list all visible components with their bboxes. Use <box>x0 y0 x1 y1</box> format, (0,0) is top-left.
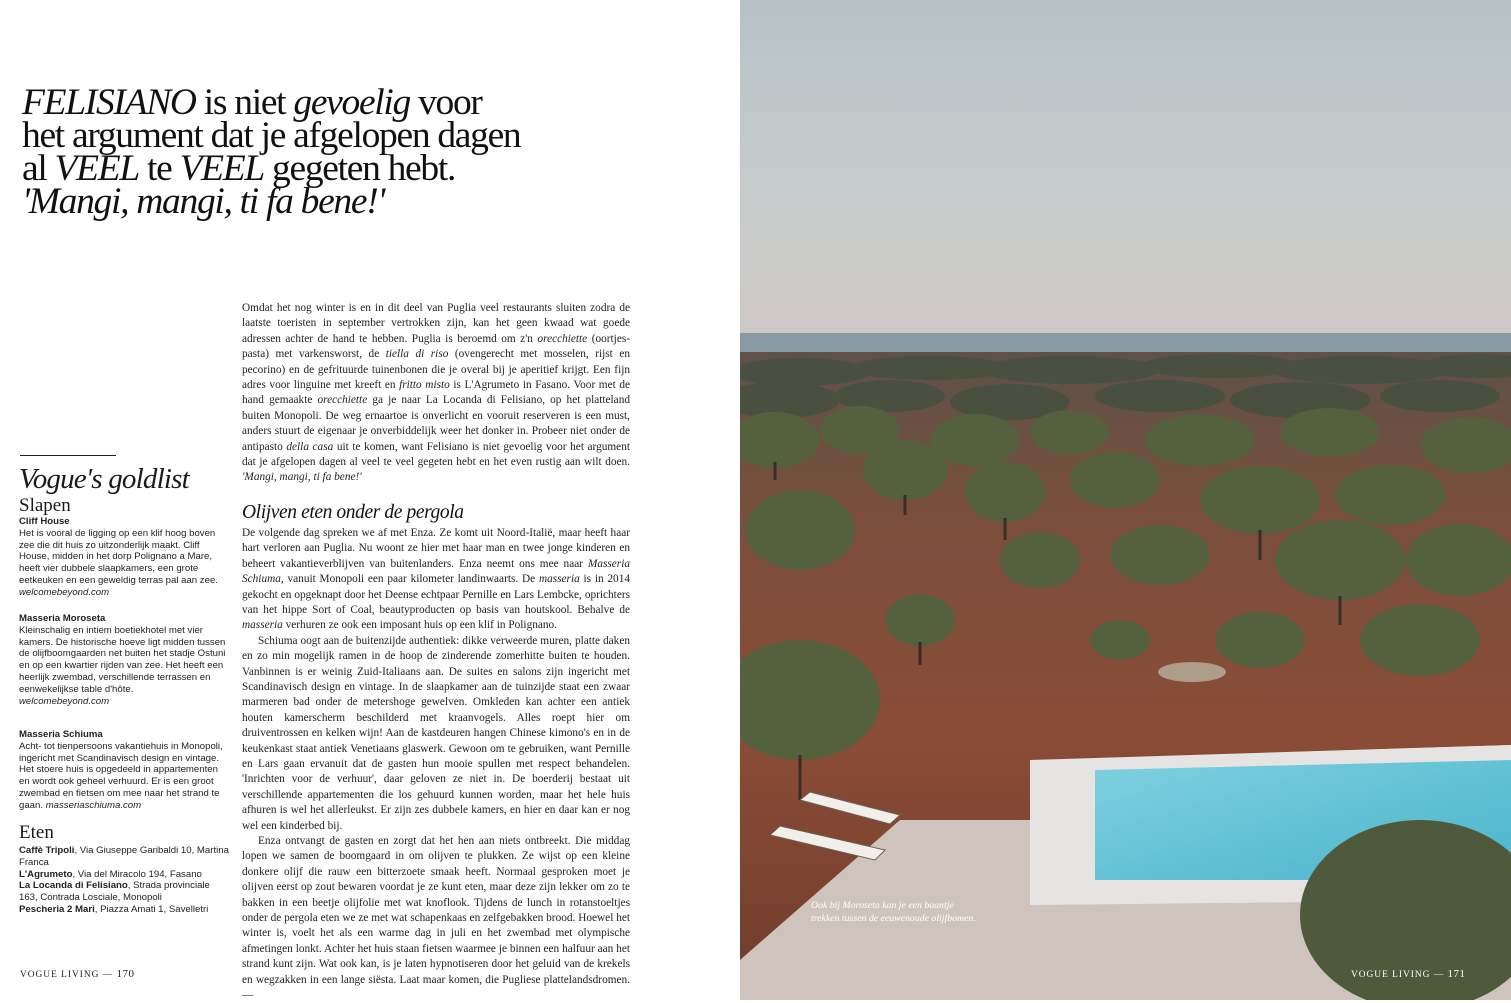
page-number: 170 <box>116 968 135 980</box>
italic-run: Masseria Schiuma <box>242 557 630 586</box>
goldlist-heading-eten: Eten <box>19 822 54 843</box>
text-run: ga je naar La Locanda di Felisiano, op het platteland buiten Monopoli. De weg ernaartoe is onverlicht en vooruit reserveren is een must, anders stuurt de eigenaar je onverbiddelijk weer het donker in. Probeer niet onder de antipasto <box>242 394 630 453</box>
entry-text: Kleinschalig en intiem boetiekhotel met vier kamers. De historische hoeve ligt midden tussen de olijfboomgaarden net buiten het stadje Ostuni en op een kwartier rijden van zee. Het heeft een heerlijk zwembad, verschillende terrassen en eenwekelijkse table d'hôte. <box>19 624 226 695</box>
pull-quote-text: is niet <box>195 82 294 123</box>
pull-quote-word: FELISIANO <box>22 82 196 123</box>
entry-text: Het is vooral de ligging op een klif hoog boven zee die dit huis zo uitzonderlijk maakt. Cliff House, midden in het dorp Polignano a Mare, heeft vier dubbele slaapkamers, een grote eetkeuken en een geweldig terras pal aan zee. <box>19 527 218 586</box>
left-page <box>0 0 740 1000</box>
text-run: Omdat het nog winter is en in dit deel van Puglia veel restaurants sluiten zodra de laatste toeristen in september vertrokken zijn, kan het geen kwaad wat goede adressen achter de hand te hebben. Puglia is beroemd om z'n <box>242 302 630 345</box>
entry-name: Masseria Schiuma <box>19 729 103 740</box>
eten-name: L'Agrumeto <box>19 868 73 880</box>
text-run: uit te komen, want Felisiano is niet gevoelig voor het argument dat je afgelopen dagen al veel te veel gegeten hebt en het even rustig aan wilt doen. <box>242 440 630 469</box>
pull-quote-text: gegeten hebt. <box>263 148 456 189</box>
folio-brand: VOGUE LIVING <box>1351 970 1431 980</box>
eten-address: , Via del Miracolo 194, Fasano <box>72 868 202 880</box>
text-run: , vanuit Monopoli een paar kilometer landinwaarts. De <box>280 573 539 586</box>
article-paragraph <box>242 526 630 634</box>
goldlist-entry <box>19 729 231 812</box>
folio-brand: VOGUE LIVING <box>20 970 100 980</box>
folio-left <box>20 968 135 980</box>
entry-url[interactable]: masseriaschiuma.com <box>45 799 142 811</box>
pull-quote-word: VEEL <box>54 148 139 189</box>
pull-quote-word: VEEL <box>179 148 264 189</box>
pull-quote-text: voor <box>410 82 482 123</box>
eten-address: , Strada provinciale 163, Contrada Losciale, Monopoli <box>19 880 210 904</box>
italic-run: fritto misto <box>399 379 450 392</box>
right-page <box>740 0 1511 1000</box>
entry-url[interactable]: welcomebeyond.com <box>19 695 110 707</box>
eten-entry <box>19 845 229 869</box>
eten-address: , Via Giuseppe Garibaldi 10, Martina Franca <box>19 845 229 868</box>
entry-url[interactable]: welcomebeyond.com <box>19 586 110 598</box>
text-run: is in 2014 gekocht en opgeknapt door het Deense echtpaar Pernille en Lars Lembcke, oprichters van het hippe Sort of Coal, beautyproducten op basis van houtskool. Behalve de <box>242 573 631 616</box>
text-run: De volgende dag spreken we af met Enza. Ze komt uit Noord-Italië, maar heeft haar hart verloren aan Puglia. Nu woont ze hier met haar man en twee jonge kinderen en beheert vakantieverblijven van buitenlanders. Enza neemt ons mee naar <box>242 526 630 570</box>
italic-run: orecchiette <box>537 332 588 345</box>
goldlist-eten-list <box>19 845 229 916</box>
goldlist-entry <box>19 516 231 599</box>
article-paragraph: Enza ontvangt de gasten en zorgt dat het hen aan niets ontbreekt. Die middag lopen we samen de boomgaard in om olijven te plukken. Ze wijst op een kleine donkere olijf die rauw een bitterzoete smaak heeft. Normaal gesproken moet je olijven eerst op zout bewaren voordat je ze kunt eten, maar deze zijn lekker om zo te bakken in een beetje olijfolie met wat knoflook. Tijdens de lunch in rotanstoeltjes onder de pergola eten we ze met wat schapenkaas en zelfgebakken brood. Hoewel het winter is, voelt het als een warme dag in juli en het zwembad met olympische afmetingen lonkt. Achter het huis staan fietsen waarmee je binnen een halfuur aan het strand kunt zijn. Wat ook kan, is je laten hypnotiseren door het geluid van de krekels en wegzakken in een lange siësta. Laat maar komen, die Pugliese plattelandsdromen. — <box>242 835 630 1002</box>
article-paragraph <box>242 301 630 486</box>
eten-entry <box>19 869 229 881</box>
pull-quote-text: al <box>22 148 55 189</box>
folio-sep: — <box>1430 970 1448 980</box>
page-number: 171 <box>1447 968 1466 980</box>
italic-run: 'Mangi, mangi, ti fa bene!' <box>242 471 362 484</box>
text-run: (oortjes-pasta) met varkensworst, de <box>242 332 630 361</box>
landscape-photo <box>740 0 1511 1000</box>
pull-quote <box>22 82 542 222</box>
italic-run: della casa <box>286 440 334 453</box>
goldlist-title: Vogue's goldlist <box>19 463 189 495</box>
italic-run: tiella di riso <box>385 348 449 361</box>
italic-run: masseria <box>538 573 580 586</box>
photo-caption: Ook bij Moroseta kan je een baantje trekken tussen de eeuwenoude olijfbomen. <box>811 900 976 924</box>
pull-quote-word: 'Mangi, mangi, ti fa bene!' <box>22 181 385 222</box>
entry-name: Masseria Moroseta <box>19 613 106 624</box>
folio-right <box>1351 968 1466 980</box>
folio-sep: — <box>99 970 117 980</box>
eten-entry <box>19 880 229 904</box>
pull-quote-line-4 <box>22 181 542 222</box>
entry-name: Cliff House <box>19 516 70 527</box>
eten-name: Caffè Tripoli <box>19 845 75 856</box>
goldlist-heading-slapen: Slapen <box>19 495 71 516</box>
eten-name: La Locanda di Felisiano <box>19 880 128 892</box>
italic-run: masseria <box>242 619 283 632</box>
sea <box>740 333 1511 355</box>
text-run: is L'Agrumeto in Fasano. Voor met de hand gemaakte <box>242 379 631 407</box>
eten-address: , Piazza Amati 1, Savelletri <box>94 903 209 915</box>
article-subheading: Olijven eten onder de pergola <box>242 501 464 523</box>
eten-name: Pescheria 2 Mari <box>19 903 95 915</box>
italic-run: orecchiette <box>317 394 368 407</box>
pull-quote-line-2: het argument dat je afgelopen dagen <box>22 115 521 156</box>
sky <box>740 0 1511 335</box>
pull-quote-word: gevoelig <box>293 82 410 123</box>
sidebar-rule <box>20 455 116 456</box>
text-run: (ovengerecht met mosselen, rijst en pecorino) en de gefrituurde tuinenbonen die je overal bij je aperitief krijgt. Een fijn adres voor linguine met kreeft en <box>242 348 630 392</box>
goldlist-entry <box>19 613 231 707</box>
text-run: verhuren ze ook een imposant huis op een klif in Polignano. <box>282 619 557 632</box>
entry-text: Acht- tot tienpersoons vakantiehuis in Monopoli, ingericht met Scandinavisch design en vintage. Het stoere huis is opgedeeld in appartementen en wordt ook geheel verhuurd. Er is een groot zwembad en fietsen om mee naar het strand te gaan. <box>19 740 223 811</box>
article-body <box>242 301 630 1003</box>
pull-quote-text: te <box>138 148 180 189</box>
eten-entry <box>19 904 229 916</box>
article-paragraph: Schiuma oogt aan de buitenzijde authentiek: dikke verweerde muren, platte daken en zo min mogelijk ramen in de hoop de zinderende zomerhitte buiten te houden. Vanbinnen is er weinig Zuid-Italiaans aan. De suites en salons zijn ingericht met Scandinavisch design en vintage. In de slaapkamer aan de tuinzijde staat een zwaar marmeren bad onder de metershoge gewelven. Omkleden kan achter een antiek houten kamerscherm beschilderd met kraanvogels. Alles roept hier om druiventrossen en kelken wijn! Aan de kastdeuren hangen Chinese kimono's en in de keukenkast staat antiek Venetiaans glaswerk. Gewoon om te gebruiken, want Pernille en Lars gaan ervanuit dat de gasten hun mooie spullen met respect behandelen. 'Inrichten voor de verhuur', daar geloven ze niet in. De boerderij bestaat uit verschillende appartementen die los gehuurd kunnen worden, maar het hele huis afhuren is wel het allerleukst. Er zijn zes dubbele kamers, en hier en daar kan er nog wel een kinderbed bij. <box>242 634 630 832</box>
rock <box>1158 662 1226 682</box>
